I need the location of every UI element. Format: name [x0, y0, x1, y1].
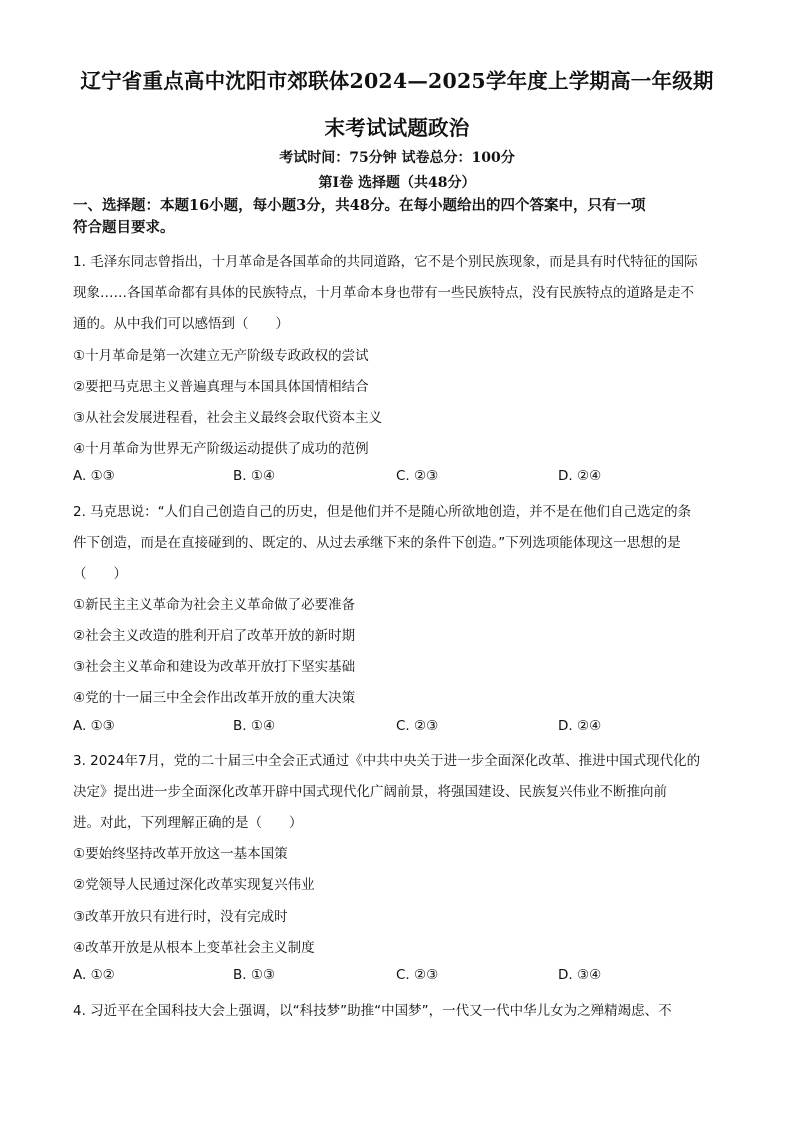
- q1-statement: ③从社会发展进程看，社会主义最终会取代资本主义: [73, 410, 383, 426]
- q2-stem-line: 2. 马克思说：“人们自己创造自己的历史，但是他们并不是随心所欲地创造，并不是在他们自己选定的条: [73, 504, 692, 520]
- q1-stem-line: 通的。从中我们可以感悟到（ ）: [73, 316, 289, 332]
- q2-statement: ④党的十一届三中全会作出改革开放的重大决策: [73, 690, 356, 706]
- q3-option-b: B. ①③: [233, 967, 276, 983]
- q2-stem-line: （ ）: [73, 566, 127, 582]
- q2-statement: ③社会主义革命和建设为改革开放打下坚实基础: [73, 659, 356, 675]
- instruction-line-2: 符合题目要求。: [73, 219, 175, 236]
- q1-statement: ②要把马克思主义普遍真理与本国具体国情相结合: [73, 379, 369, 395]
- exam-title-line-1: 辽宁省重点高中沈阳市郊联体2024—2025学年度上学期高一年级期: [80, 69, 714, 93]
- q2-option-d: D. ②④: [558, 718, 602, 734]
- q3-option-c: C. ②③: [396, 967, 439, 983]
- q1-option-c: C. ②③: [396, 468, 439, 484]
- q3-stem-line: 决定》提出进一步全面深化改革开辟中国式现代化广阔前景，将强国建设、民族复兴伟业不断推向前: [73, 784, 667, 800]
- section-heading: 第Ⅰ卷 选择题（共48分）: [318, 175, 476, 191]
- q3-statement: ④改革开放是从根本上变革社会主义制度: [73, 940, 315, 956]
- instruction-line-1: 一、选择题：本题16小题，每小题3分，共48分。在每小题给出的四个答案中，只有一项: [73, 197, 646, 214]
- q2-option-a: A. ①③: [73, 718, 115, 734]
- q1-option-b: B. ①④: [233, 468, 276, 484]
- q2-stem-line: 件下创造，而是在直接碰到的、既定的、从过去承继下来的条件下创造。”下列选项能体现这一思想的是: [73, 535, 681, 551]
- q3-option-d: D. ③④: [558, 967, 602, 983]
- q1-option-a: A. ①③: [73, 468, 115, 484]
- q3-option-a: A. ①②: [73, 967, 115, 983]
- q3-statement: ①要始终坚持改革开放这一基本国策: [73, 846, 288, 862]
- q2-statement: ②社会主义改造的胜利开启了改革开放的新时期: [73, 628, 356, 644]
- q3-stem-line: 3. 2024年7月，党的二十届三中全会正式通过《中共中央关于进一步全面深化改革、推进中国式现代化的: [73, 753, 701, 769]
- q3-statement: ②党领导人民通过深化改革实现复兴伟业: [73, 877, 315, 893]
- q4-stem-line: 4. 习近平在全国科技大会上强调，以“科技梦”助推“中国梦”，一代又一代中华儿女为之殚精竭虑、不: [73, 1003, 672, 1019]
- q2-statement: ①新民主主义革命为社会主义革命做了必要准备: [73, 597, 356, 613]
- q1-statement: ①十月革命是第一次建立无产阶级专政政权的尝试: [73, 348, 369, 364]
- q1-option-d: D. ②④: [558, 468, 602, 484]
- q1-stem-line: 现象……各国革命都有具体的民族特点，十月革命本身也带有一些民族特点，没有民族特点的道路是走不: [73, 285, 694, 301]
- q2-option-b: B. ①④: [233, 718, 276, 734]
- exam-title-line-2: 末考试试题政治: [324, 116, 470, 140]
- q1-stem-line: 1. 毛泽东同志曾指出，十月革命是各国革命的共同道路，它不是个别民族现象，而是具有时代特征的国际: [73, 254, 698, 270]
- q1-statement: ④十月革命为世界无产阶级运动提供了成功的范例: [73, 441, 369, 457]
- q2-option-c: C. ②③: [396, 718, 439, 734]
- q3-statement: ③改革开放只有进行时，没有完成时: [73, 909, 288, 925]
- exam-meta: 考试时间：75分钟 试卷总分：100分: [279, 150, 515, 166]
- q3-stem-line: 进。对此，下列理解正确的是（ ）: [73, 815, 303, 831]
